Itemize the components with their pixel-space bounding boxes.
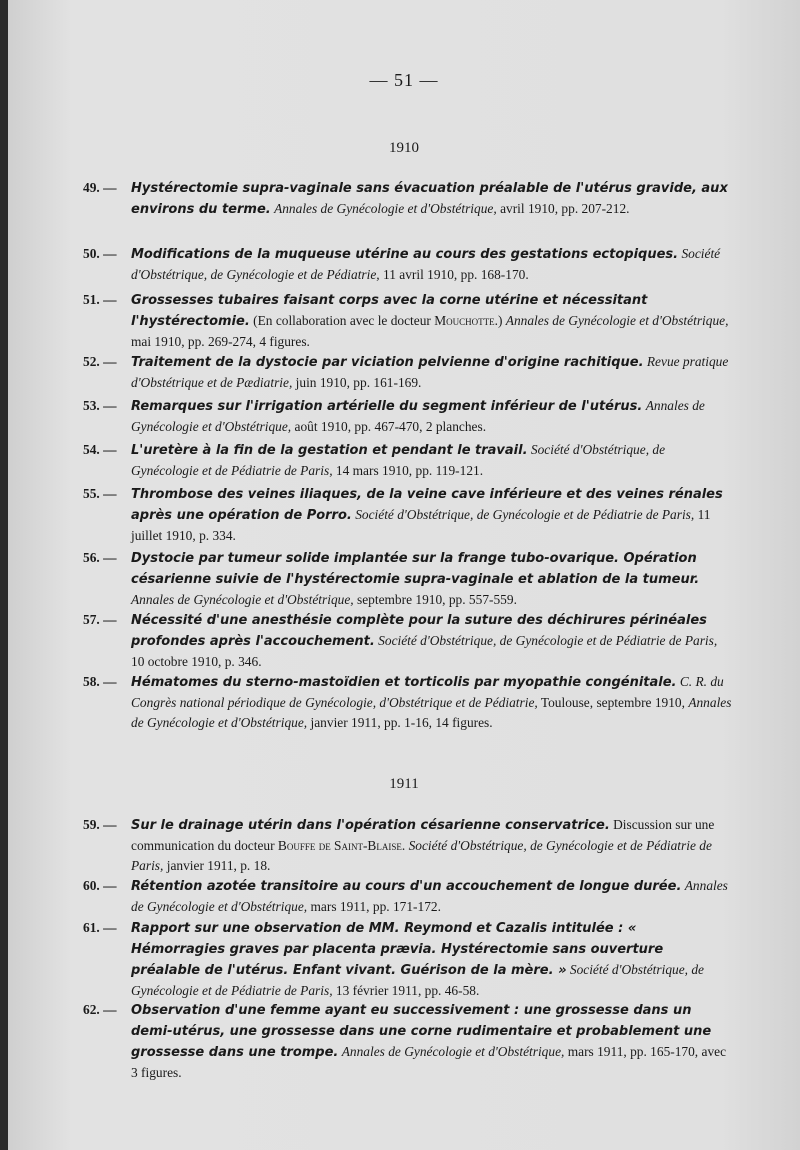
entry-title: Grossesses tubaires faisant corps avec la corne utérine et nécessitant l'hystérectomie. [131,293,648,329]
entry-details: août 1910, pp. 467-470, 2 planches. [294,419,487,434]
entry-source: Annales de Gynécologie et d'Obstétrique, [131,398,705,434]
entry-details: avril 1910, pp. 207-212. [500,201,630,216]
entry-source: Société d'Obstétrique, de Gynécologie et de Pédiatrie de Paris, [131,442,666,478]
entry-number: 60. — [83,878,117,893]
entry-details: janvier 1911, p. 18. [166,858,271,873]
entry-title: Observation d'une femme ayant eu successivement : une grossesse dans un demi-utérus, une grossesse dans une corne rudimentaire et probablement une grossesse dans une trompe. [131,1003,712,1060]
entry-source: Société d'Obstétrique, de Gynécologie et de Pédiatrie, [131,246,721,282]
entry-note: Discussion sur une communication du docteur [131,817,715,853]
bibliography-entry-58 [83,672,733,733]
entry-number: 55. — [83,486,117,501]
entry-title: Thrombose des veines iliaques, de la veine cave inférieure et des veines rénales après une opération de Porro. [131,487,723,523]
bibliography-entry-57 [83,610,733,672]
entry-details: mars 1911, pp. 165-170, avec 3 figures. [131,1044,727,1080]
entry-details: Toulouse, septembre 1910, [540,695,685,710]
entry-note: (En collaboration avec le docteur [253,313,431,328]
entry-title: Remarques sur l'irrigation artérielle du segment inférieur de l'utérus. [131,399,643,414]
entry-details: 11 juillet 1910, p. 334. [131,507,711,543]
entry-number: 50. — [83,246,117,261]
entry-person: Bouffe de Saint-Blaise. [277,838,406,853]
entry-details: mars 1911, pp. 171-172. [310,899,441,914]
entry-details: 10 octobre 1910, p. 346. [131,654,262,669]
entry-number: 58. — [83,674,117,689]
bibliography-entry-59 [83,815,733,876]
entry-title: Dystocie par tumeur solide implantée sur la frange tubo-ovarique. Opération césarienne suivie de l'hystérectomie supra-vaginale et ablation de la tumeur. [131,551,700,587]
year-heading-1910: 1910 [389,140,419,156]
bibliography-entry-60 [83,876,733,917]
entry-title: Hystérectomie supra-vaginale sans évacuation préalable de l'utérus gravide, aux environs du terme. [131,181,728,217]
entry-title: L'uretère à la fin de la gestation et pendant le travail. [131,443,528,458]
bibliography-entry-52 [83,352,733,393]
entry-title: Rapport sur une observation de MM. Reymond et Cazalis intitulée : « Hémorragies graves par placenta prævia. Hystérectomie sans ouverture préalable de l'utérus. Enfant vivant. Guérison de la mère. » [131,921,664,978]
bibliography-entry-49 [83,178,733,220]
entry-source: Société d'Obstétrique, de Gynécologie et de Pédiatrie de Paris, [355,507,695,522]
entry-details: juin 1910, pp. 161-169. [295,375,422,390]
entry-source: Société d'Obstétrique, de Gynécologie et de Pédiatrie de Paris, [131,962,705,998]
entry-number: 49. — [83,180,117,195]
bibliography-entry-61 [83,918,733,1001]
entry-source: Annales de Gynécologie et d'Obstétrique, [505,313,729,328]
entry-source: Annales de Gynécologie et d'Obstétrique, [131,592,354,607]
document-page [8,0,800,1150]
year-heading-1911: 1911 [389,776,419,792]
entry-source: Annales de Gynécologie et d'Obstétrique, [274,201,497,216]
page-number: — 51 — [369,70,439,90]
bibliography-entry-53 [83,396,733,437]
entry-title: Traitement de la dystocie par viciation pelvienne d'origine rachitique. [131,355,644,370]
entry-details: 11 avril 1910, pp. 168-170. [383,267,529,282]
entry-number: 54. — [83,442,117,457]
entry-details: mai 1910, pp. 269-274, 4 figures. [131,334,310,349]
bibliography-entry-55 [83,484,733,546]
entry-source: Société d'Obstétrique, de Gynécologie et de Pédiatrie de Paris, [131,838,712,873]
entry-title: Hématomes du sterno-mastoïdien et torticolis par myopathie congénitale. [131,675,677,690]
entry-source: Annales de Gynécologie et d'Obstétrique, [341,1044,565,1059]
entry-title: Nécessité d'une anesthésie complète pour la suture des déchirures périnéales profondes après l'accouchement. [131,613,707,649]
entry-details: septembre 1910, pp. 557-559. [357,592,517,607]
bibliography-entry-62 [83,1000,733,1083]
entry-number: 53. — [83,398,117,413]
bibliography-entry-54 [83,440,733,481]
entry-source: Société d'Obstétrique, de Gynécologie et de Pédiatrie de Paris, [378,633,718,648]
entry-title: Rétention azotée transitoire au cours d'un accouchement de longue durée. [131,879,682,894]
entry-source: Annales de Gynécologie et d'Obstétrique, [131,878,728,914]
bibliography-entry-51 [83,290,733,352]
entry-details-2: janvier 1911, pp. 1-16, 14 figures. [310,715,493,730]
entry-number: 62. — [83,1002,117,1017]
bibliography-entry-56 [83,548,733,610]
entry-source: Revue pratique d'Obstétrique et de Pædiatrie, [131,354,729,390]
entry-person: Mouchotte.) [434,313,503,328]
entry-number: 52. — [83,354,117,369]
entry-number: 56. — [83,550,117,565]
entry-number: 59. — [83,817,117,832]
bibliography-entry-50 [83,244,733,285]
entry-number: 57. — [83,612,117,627]
entry-source-2: Annales de Gynécologie et d'Obstétrique, [131,695,732,730]
entry-source: C. R. du Congrès national périodique de Gynécologie, d'Obstétrique et de Pédiatrie, [131,674,724,710]
entry-title: Sur le drainage utérin dans l'opération césarienne conservatrice. [131,818,610,833]
entry-number: 61. — [83,920,117,935]
entry-title: Modifications de la muqueuse utérine au cours des gestations ectopiques. [131,247,679,262]
entry-details: 13 février 1911, pp. 46-58. [335,983,480,998]
entry-details: 14 mars 1910, pp. 119-121. [335,463,484,478]
entry-number: 51. — [83,292,117,307]
